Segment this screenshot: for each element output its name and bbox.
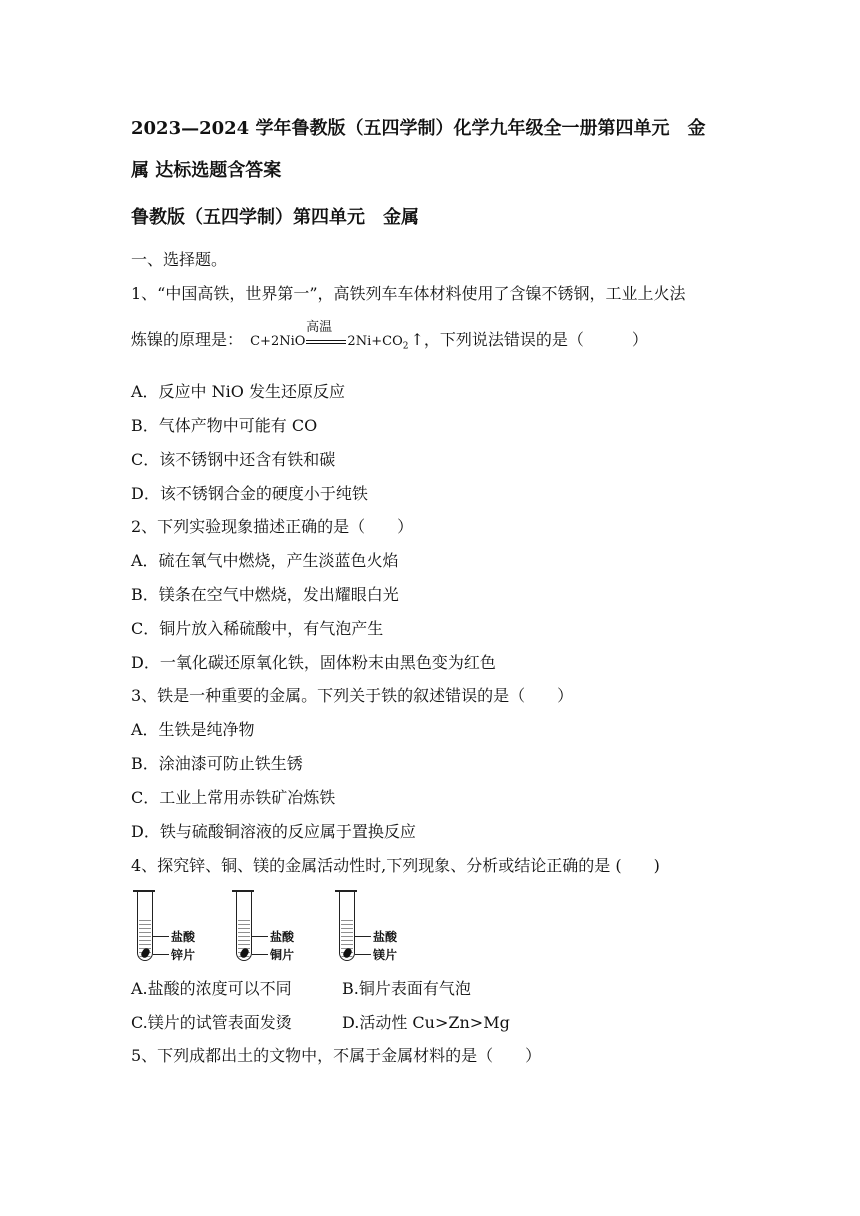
q1-stem-line-2 [131,320,648,357]
formula-reactants: C+2NiO [250,334,306,349]
tube-metal-label: 铜片 [270,948,295,962]
test-tube-icon [339,890,355,961]
q3-option-a: A．生铁是纯净物 [131,720,255,739]
gas-arrow-icon: ↑ [410,330,424,349]
q4-option-b: B.铜片表面有气泡 [342,979,471,998]
q1-option-a: A．反应中 NiO 发生还原反应 [131,382,345,401]
test-tube-icon [137,890,153,961]
tube-metal-label: 锌片 [171,948,196,962]
unit-subtitle: 鲁教版（五四学制）第四单元 金属 [131,207,419,228]
section-heading: 一、选择题。 [131,250,228,269]
q1-stem-prefix: 炼镍的原理是： [131,330,244,349]
document-title-line-1: 2023—2024 学年鲁教版（五四学制）化学九年级全一册第四单元 金 [131,118,706,139]
q1-option-d: D．该不锈钢合金的硬度小于纯铁 [131,484,368,503]
q1-option-c: C．该不锈钢中还含有铁和碳 [131,450,336,469]
tube-liquid-label: 盐酸 [373,930,398,944]
formula-subscript: 2 [402,341,409,352]
tube-liquid-label: 盐酸 [270,930,295,944]
leader-line [355,954,371,955]
q5-stem: 5、下列成都出土的文物中，不属于金属材料的是（ ） [131,1046,542,1065]
test-tube-magnesium [335,890,425,965]
test-tube-zinc [133,890,223,965]
q2-stem: 2、下列实验现象描述正确的是（ ） [131,517,414,536]
q1-stem-suffix: ，下列说法错误的是（ ） [423,330,648,349]
tube-metal-label: 镁片 [373,948,398,962]
leader-line [252,954,268,955]
test-tube-copper [232,890,322,965]
leader-line [153,954,169,955]
q3-stem: 3、铁是一种重要的金属。下列关于铁的叙述错误的是（ ） [131,686,574,705]
tube-liquid-label: 盐酸 [171,930,196,944]
q1-stem-line-1: 1、“中国高铁，世界第一”，高铁列车车体材料使用了含镍不锈钢，工业上火法 [131,284,686,303]
q4-stem: 4、探究锌、铜、镁的金属活动性时,下列现象、分析或结论正确的是 ( ) [131,856,660,875]
q2-option-a: A．硫在氧气中燃烧，产生淡蓝色火焰 [131,551,399,570]
q3-option-b: B．涂油漆可防止铁生锈 [131,754,303,773]
q1-chemical-equation [250,320,409,357]
q2-option-c: C．铜片放入稀硫酸中，有气泡产生 [131,619,384,638]
test-tube-icon [236,890,252,961]
document-title-line-2: 属 达标选题含答案 [131,160,282,181]
q3-option-d: D．铁与硫酸铜溶液的反应属于置换反应 [131,822,416,841]
equals-sign [306,340,346,344]
q1-option-b: B．气体产物中可能有 CO [131,416,318,435]
q4-option-a: A.盐酸的浓度可以不同 [131,979,292,998]
formula-condition: 高温 [306,320,333,335]
formula-products: 2Ni+CO [347,334,403,349]
q2-option-b: B．镁条在空气中燃烧，发出耀眼白光 [131,585,399,604]
leader-line [252,936,268,937]
leader-line [153,936,169,937]
q4-option-d: D.活动性 Cu>Zn>Mg [342,1013,510,1032]
q4-option-c: C.镁片的试管表面发烫 [131,1013,292,1032]
q2-option-d: D．一氧化碳还原氧化铁，固体粉末由黑色变为红色 [131,653,496,672]
q3-option-c: C．工业上常用赤铁矿冶炼铁 [131,788,336,807]
leader-line [355,936,371,937]
